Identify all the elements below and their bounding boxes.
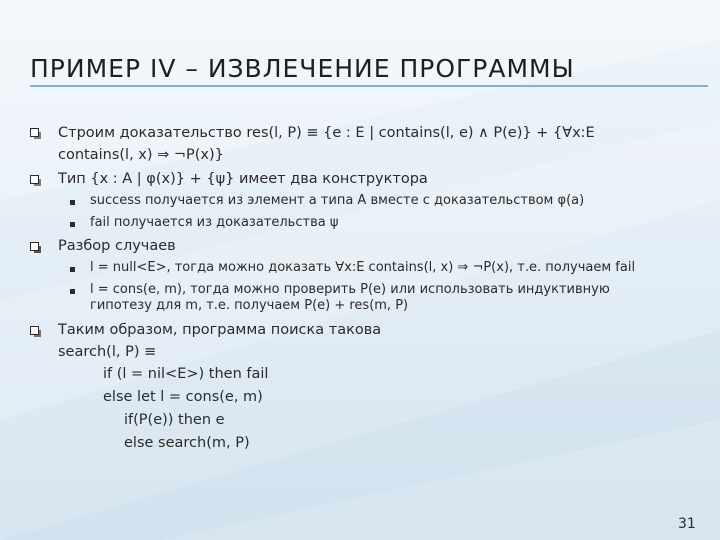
square-bullet-icon: [70, 200, 75, 205]
square-bullet-icon: [70, 267, 75, 272]
bullet-4-line-1: Таким образом, программа поиска такова: [58, 322, 382, 338]
checkbox-bullet-icon: [30, 128, 39, 137]
sub-case-1-line-1: l = null<E>, тогда можно доказать ∀x:E contains(l, x) ⇒ ¬P(x), т.е. получаем fail: [90, 260, 636, 275]
bullet-2-line-1: Тип {x : A | φ(x)} + {ψ} имеет два конструктора: [58, 171, 428, 187]
sub-constructor-1: success получается из элемент a типа A вместе с доказательством φ(a): [90, 193, 585, 208]
checkbox-bullet-icon: [30, 175, 39, 184]
program-line-1: search(l, P) ≡: [58, 344, 157, 360]
bullet-1-line-1: Строим доказательство res(l, P) ≡ {e : E | contains(l, e) ∧ P(e)} + {∀x:E: [58, 125, 595, 141]
checkbox-bullet-icon: [30, 326, 39, 335]
program-line-4: if(P(e)) then e: [124, 412, 225, 428]
page-number: 31: [678, 516, 696, 532]
bullet-1-line-2: contains(l, x) ⇒ ¬P(x)}: [58, 147, 224, 163]
sub-case-2-line-1: l = cons(e, m), тогда можно проверить P(e) или использовать индуктивную: [90, 282, 610, 297]
program-line-2: if (l = nil<E>) then fail: [103, 366, 269, 382]
sub-case-2-line-2: гипотезу для m, т.е. получаем P(e) + res(m, P): [90, 298, 409, 313]
square-bullet-icon: [70, 222, 75, 227]
program-line-3: else let l = cons(e, m): [103, 389, 263, 405]
slide-title: ПРИМЕР IV – ИЗВЛЕЧЕНИЕ ПРОГРАММЫ: [30, 54, 575, 83]
program-line-5: else search(m, P): [124, 435, 250, 451]
bullet-3-line-1: Разбор случаев: [58, 238, 176, 254]
checkbox-bullet-icon: [30, 242, 39, 251]
square-bullet-icon: [70, 289, 75, 294]
sub-constructor-2: fail получается из доказательства ψ: [90, 215, 339, 230]
